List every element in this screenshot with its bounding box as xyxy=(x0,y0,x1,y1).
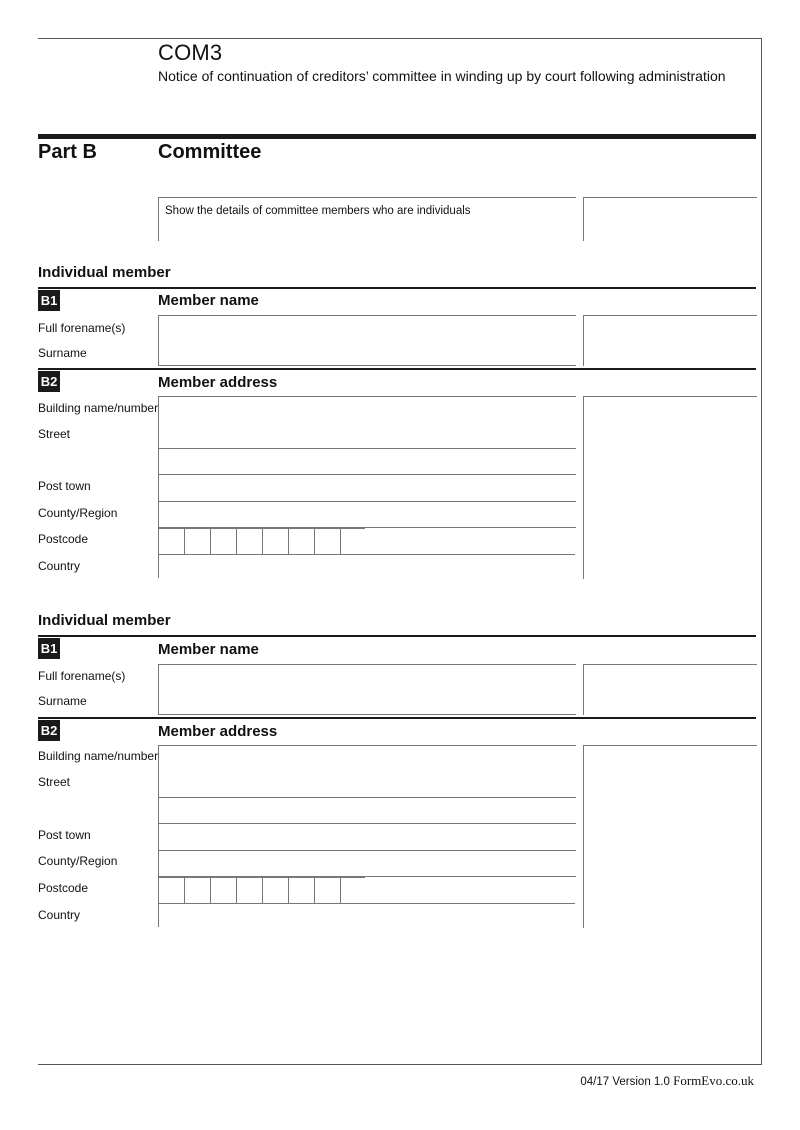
member-2-post-town-field[interactable] xyxy=(158,824,576,851)
member-2-name-side-box xyxy=(583,664,757,715)
member-2-name-rule xyxy=(38,635,756,637)
member-1-county-label: County/Region xyxy=(38,506,118,520)
member-1-b1-badge: B1 xyxy=(38,290,60,311)
member-1-postcode-cell[interactable] xyxy=(210,528,236,554)
member-2-forenames-label: Full forename(s) xyxy=(38,669,126,683)
member-2-postcode-cell[interactable] xyxy=(210,877,236,903)
member-1-post-town-field[interactable] xyxy=(158,475,576,502)
member-1-building-field[interactable] xyxy=(158,396,576,423)
member-1-postcode-cell[interactable] xyxy=(314,528,340,554)
member-2-address-rule xyxy=(38,717,756,719)
member-1-county-field[interactable] xyxy=(158,502,576,528)
member-2-address-title: Member address xyxy=(158,723,278,740)
side-note-box xyxy=(583,197,757,241)
member-2-surname-field[interactable] xyxy=(158,690,576,715)
member-2-name-title: Member name xyxy=(158,641,259,658)
member-2-forenames-field[interactable] xyxy=(158,664,576,691)
footer xyxy=(580,1073,754,1089)
member-2-postcode-cell[interactable] xyxy=(158,877,184,903)
member-1-postcode-cell[interactable] xyxy=(262,528,288,554)
member-1-address-rule xyxy=(38,368,756,370)
member-2-postcode-cell[interactable] xyxy=(288,877,314,903)
member-2-address-side-box xyxy=(583,745,757,928)
part-label: Part B xyxy=(38,141,97,163)
member-2-county-field[interactable] xyxy=(158,851,576,877)
member-2-street-label: Street xyxy=(38,775,71,789)
member-2-postcode-cell[interactable] xyxy=(314,877,340,903)
member-1-country-label: Country xyxy=(38,559,81,573)
member-1-surname-label: Surname xyxy=(38,346,87,360)
version-text: 04/17 Version 1.0 xyxy=(580,1076,670,1088)
member-1-postcode-cell[interactable] xyxy=(184,528,210,554)
member-2-postcode-label: Postcode xyxy=(38,881,89,895)
member-1-postcode-cell[interactable] xyxy=(158,528,184,554)
member-2-country-field[interactable] xyxy=(158,904,576,927)
member-1-address-title: Member address xyxy=(158,374,278,391)
member-1-building-label: Building name/number xyxy=(38,401,159,415)
member-1-surname-field[interactable] xyxy=(158,341,576,366)
member-1-street-label: Street xyxy=(38,427,71,441)
part-rule xyxy=(38,134,756,139)
member-1-address-side-box xyxy=(583,396,757,579)
member-2-surname-label: Surname xyxy=(38,694,87,708)
member-2-postcode-cell[interactable] xyxy=(340,877,365,903)
member-1-name-side-box xyxy=(583,315,757,366)
member-2-postcode-cell[interactable] xyxy=(184,877,210,903)
member-1-name-rule xyxy=(38,287,756,289)
guidance-box xyxy=(158,197,576,241)
member-2-building-label: Building name/number xyxy=(38,749,159,763)
member-1-b2-badge: B2 xyxy=(38,371,60,392)
member-1-forenames-label: Full forename(s) xyxy=(38,321,126,335)
member-2-postcode-cell[interactable] xyxy=(262,877,288,903)
member-2-street-field-1[interactable] xyxy=(158,771,576,798)
part-title: Committee xyxy=(158,141,262,163)
member-1-postcode-cell[interactable] xyxy=(288,528,314,554)
member-2-b1-badge: B1 xyxy=(38,638,60,659)
member-2-heading: Individual member xyxy=(38,612,171,629)
member-2-b2-badge: B2 xyxy=(38,720,60,741)
member-1-country-field[interactable] xyxy=(158,555,576,578)
member-2-street-field-2[interactable] xyxy=(158,798,576,824)
member-2-building-field[interactable] xyxy=(158,745,576,772)
member-1-forenames-field[interactable] xyxy=(158,315,576,342)
member-1-heading: Individual member xyxy=(38,264,171,281)
form-title: Notice of continuation of creditors’ committee in winding up by court following administration xyxy=(158,68,726,84)
top-rule xyxy=(38,38,762,39)
member-1-postcode-label: Postcode xyxy=(38,532,89,546)
member-2-postcode-cell[interactable] xyxy=(236,877,262,903)
member-1-postcode-cell[interactable] xyxy=(236,528,262,554)
member-1-street-field-2[interactable] xyxy=(158,449,576,475)
right-rule xyxy=(761,38,762,1064)
guidance-text: Show the details of committee members who are individuals xyxy=(165,205,471,217)
member-1-street-field-1[interactable] xyxy=(158,422,576,449)
member-1-post-town-label: Post town xyxy=(38,479,91,493)
member-1-postcode-cell[interactable] xyxy=(340,528,365,554)
brand-text: FormEvo.co.uk xyxy=(673,1073,754,1088)
member-2-county-label: County/Region xyxy=(38,854,118,868)
member-2-post-town-label: Post town xyxy=(38,828,91,842)
member-1-name-title: Member name xyxy=(158,292,259,309)
bottom-rule xyxy=(38,1064,762,1065)
member-2-country-label: Country xyxy=(38,908,81,922)
form-code: COM3 xyxy=(158,40,223,65)
